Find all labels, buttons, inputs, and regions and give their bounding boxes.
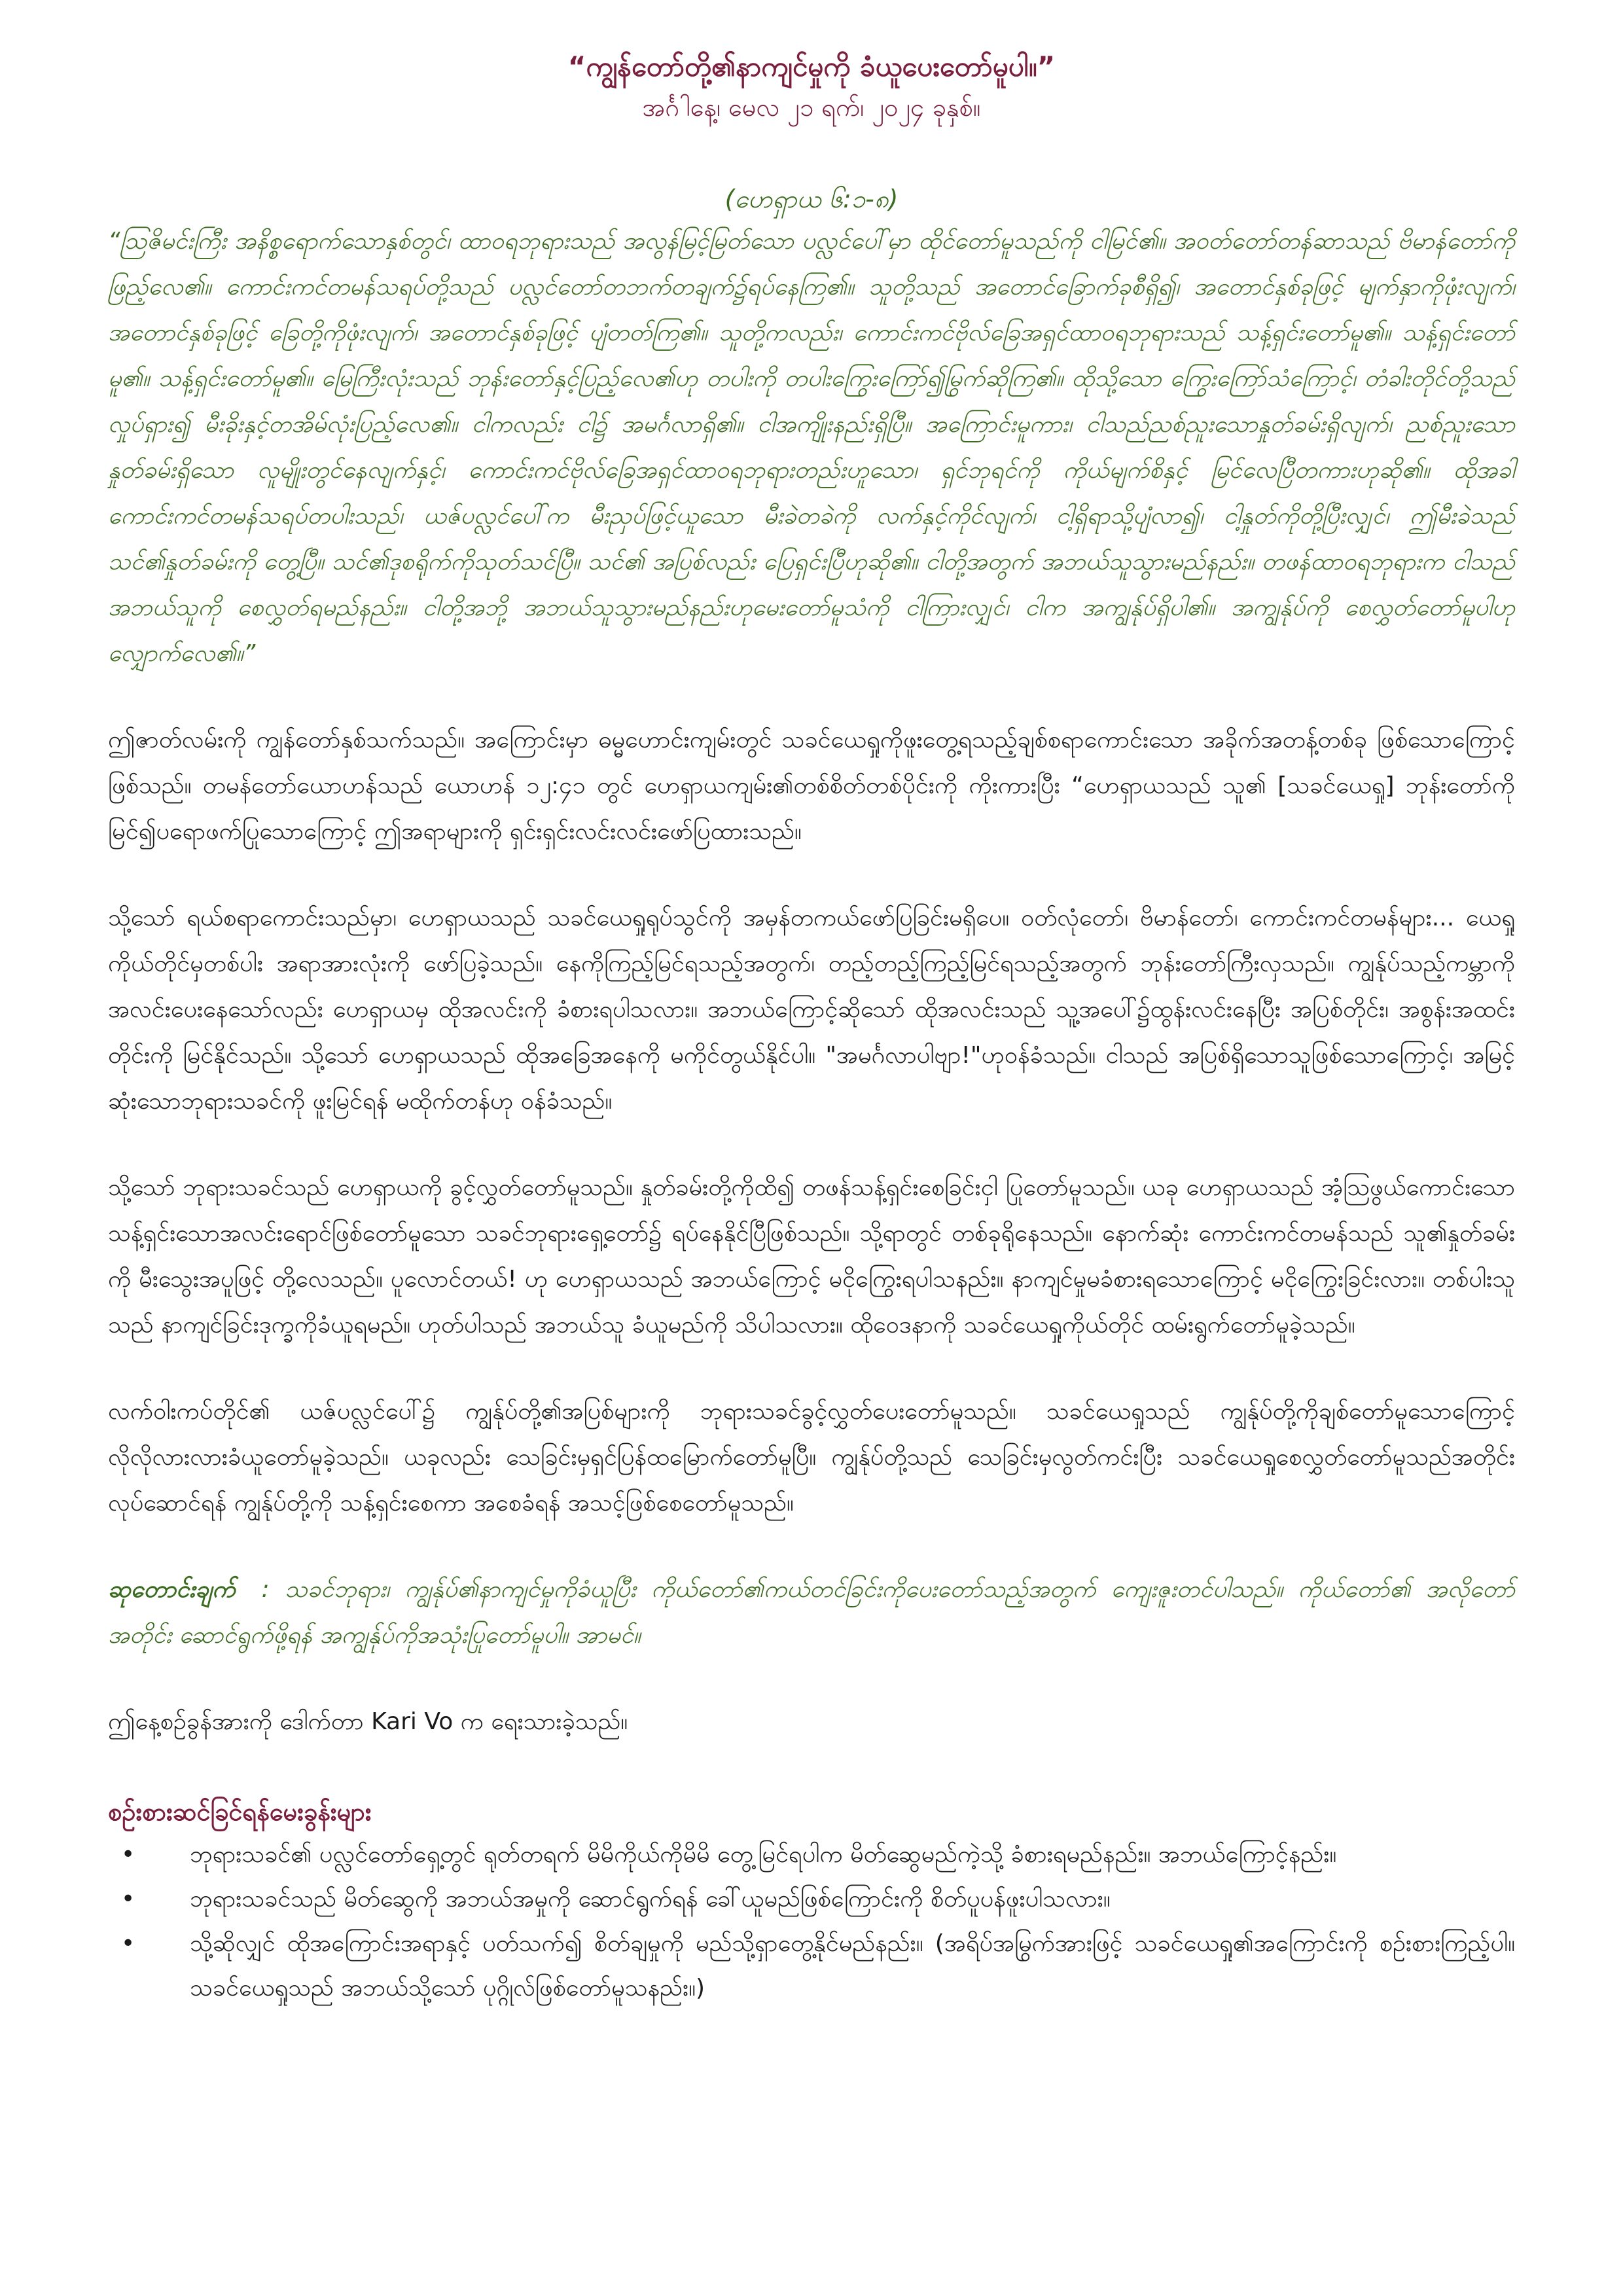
page-title: “ကျွန်တော်တို့၏နာကျင်မှုကို ခံယူပေးတော်မူပါ။” [567, 50, 1056, 82]
prayer-text: : သခင်ဘုရား၊ ကျွန်ုပ်၏နာကျင်မှုကိုခံယူပြီး ကိုယ်တော်၏ကယ်တင်ခြင်းကိုပေးတော်သည့်အတွက် ကျေးဇူးတင်ပါသည်။ ကိုယ်တော်၏ အလိုတော်အတိုင်း ဆောင်ရွက်ဖို့ရန် အကျွန်ုပ်ကိုအသုံးပြုတော်မူပါ။ အာမင်။ [108, 1576, 1515, 1649]
scripture-text: “ဩဇိမင်းကြီး အနိစ္စရောက်သောနှစ်တွင်၊ ထာဝရဘုရားသည် အလွန်မြင့်မြတ်သော ပလ္လင်ပေါ်မှာ ထိုင်တော်မူသည်ကို ငါမြင်၏။ အဝတ်တော်တန်ဆာသည် ဗိမာန်တော်ကိုဖြည့်လေ၏။ ကောင်းကင်တမန်သရပ်တို့သည် ပလ္လင်တော်တဘက်တချက်၌ရပ်နေကြ၏။ သူတို့သည် အတောင်ခြောက်ခုစီရှိ၍၊ အတောင်နှစ်ခုဖြင့် မျက်နှာကိုဖုံးလျက်၊ အတောင်နှစ်ခုဖြင့် ခြေတို့ကိုဖုံးလျက်၊ အတောင်နှစ်ခုဖြင့် ပျံတတ်ကြ၏။ သူတို့ကလည်း၊ ကောင်းကင်ဗိုလ်ခြေအရှင်ထာဝရဘုရားသည် သန့်ရှင်းတော်မူ၏။ သန့်ရှင်းတော်မူ၏။ သန့်ရှင်းတော်မူ၏။ မြေကြီးလုံးသည် ဘုန်းတော်နှင့်ပြည့်လေ၏ဟု တပါးကို တပါးကြွေးကြော်၍မြွက်ဆိုကြ၏။ ထိုသို့သော ကြွေးကြော်သံကြောင့်၊ တံခါးတိုင်တို့သည်လှုပ်ရှား၍ မီးခိုးနှင့်တအိမ်လုံးပြည့်လေ၏။ ငါကလည်း ငါ၌ အမင်္ဂလာရှိ၏။ ငါအကျိုးနည်းရှိပြီ။ အကြောင်းမူကား၊ ငါသည်ညစ်ညူးသောနှုတ်ခမ်းရှိလျက်၊ ညစ်ညူးသောနှုတ်ခမ်းရှိသော လူမျိုးတွင်နေလျက်နှင့်၊ ကောင်းကင်ဗိုလ်ခြေအရှင်ထာဝရဘုရားတည်းဟူသော၊ ရှင်ဘုရင်ကို ကိုယ်မျက်စိနှင့် မြင်လေပြီတကားဟုဆို၏။ ထိုအခါကောင်းကင်တမန်သရပ်တပါးသည်၊ ယဇ်ပလ္လင်ပေါ်က မီးညှပ်ဖြင့်ယူသော မီးခဲတခဲကို လက်နှင့်ကိုင်လျက်၊ ငါ့ရှိရာသို့ပျံလာ၍၊ ငါ့နှုတ်ကိုတို့ပြီးလျှင်၊ ဤမီးခဲသည် သင်၏နှုတ်ခမ်းကို တွေ့ပြီ။ သင်၏ဒုစရိုက်ကိုသုတ်သင်ပြီ။ သင်၏ အပြစ်လည်း ပြေရှင်းပြီဟုဆို၏။ ငါတို့အတွက် အဘယ်သူသွားမည်နည်း။ တဖန်ထာဝရဘုရားက ငါသည် အဘယ်သူကို စေလွှတ်ရမည်နည်း။ ငါတို့အဘို့ အဘယ်သူသွားမည်နည်းဟုမေးတော်မူသံကို ငါကြားလျှင်၊ ငါက အကျွန်ုပ်ရှိပါ၏။ အကျွန်ုပ်ကို စေလွှတ်တော်မူပါဟုလျှောက်လေ၏။” [108, 228, 1515, 667]
list-item [108, 1922, 1515, 2011]
question-text: ဘုရားသခင်၏ ပလ္လင်တော်ရှေ့တွင် ရုတ်တရက် မိမိကိုယ်ကိုမိမိ တွေ့မြင်ရပါက မိတ်ဆွေမည်ကဲ့သို့ ခံစားရမည်နည်း။ အဘယ်ကြောင့်နည်း။ [190, 1841, 1337, 1868]
bullet-icon: • [121, 1930, 135, 1957]
questions-list [108, 1833, 1515, 2011]
prayer-label: ဆုတောင်းချက် [108, 1576, 236, 1603]
body-paragraph-3: သို့သော် ဘုရားသခင်သည် ဟေရှာယကို ခွင့်လွှတ်တော်မူသည်။ နှုတ်ခမ်းတို့ကိုထိ၍ တဖန်သန့်ရှင်းစေခြင်းငှါ ပြုတော်မူသည်။ ယခု ဟေရှာယသည် အံ့ဩဖွယ်ကောင်းသော သန့်ရှင်းသောအလင်းရောင်ဖြစ်တော်မူသော သခင်ဘုရားရှေ့တော်၌ ရပ်နေနိုင်ပြီဖြစ်သည်။ သို့ရာတွင် တစ်ခုရိုနေသည်။ နောက်ဆုံး ကောင်းကင်တမန်သည် သူ၏နှုတ်ခမ်းကို မီးသွေးအပူဖြင့် တို့လေသည်။ ပူလောင်တယ်! ဟု ဟေရှာယသည် အဘယ်ကြောင့် မငိုကြွေးရပါသနည်း။ နာကျင်မှုမခံစားရသောကြောင့် မငိုကြွေးခြင်းလား။ တစ်ပါးသူသည် နာကျင်ခြင်းဒုက္ခကိုခံယူရမည်။ ဟုတ်ပါသည် အဘယ်သူ ခံယူမည်ကို သိပါသလား။ ထိုဝေဒနာကို သခင်ယေရှုကိုယ်တိုင် ထမ်းရွက်တော်မူခဲ့သည်။ [108, 1174, 1515, 1338]
list-item [108, 1877, 1515, 1922]
body-paragraph-4: လက်ဝါးကပ်တိုင်၏ ယဇ်ပလ္လင်ပေါ်၌ ကျွန်ုပ်တို့၏အပြစ်များကို ဘုရားသခင်ခွင့်လွှတ်ပေးတော်မူသည်။ သခင်ယေရှုသည် ကျွန်ုပ်တို့ကိုချစ်တော်မူသောကြောင့် လိုလိုလားလားခံယူတော်မူခဲ့သည်။ ယခုလည်း သေခြင်းမှရှင်ပြန်ထမြောက်တော်မူပြီ။ ကျွန်ုပ်တို့သည် သေခြင်းမှလွတ်ကင်းပြီး သခင်ယေရှုစေလွှတ်တော်မူသည်အတိုင်း လုပ်ဆောင်ရန် ကျွန်ုပ်တို့ကို သန့်ရှင်းစေကာ အစေခံရန် အသင့်ဖြစ်စေတော်မူသည်။ [108, 1398, 1515, 1516]
bullet-icon: • [121, 1841, 135, 1868]
author-credit: ဤနေ့စဉ်ခွန်အားကို ဒေါက်တာ Kari Vo က ရေးသားခဲ့သည်။ [108, 1708, 628, 1735]
body-paragraph-1: ဤဇာတ်လမ်းကို ကျွန်တော်နှစ်သက်သည်။ အကြောင်းမှာ ဓမ္မဟောင်းကျမ်းတွင် သခင်ယေရှုကိုဖူးတွေ့ရသည့်ချစ်စရာကောင်းသော အခိုက်အတန့်တစ်ခု ဖြစ်သောကြောင့်ဖြစ်သည်။ တမန်တော်ယောဟန်သည် ယောဟန် ၁၂:၄၁ တွင် ဟေရှာယကျမ်း၏တစ်စိတ်တစ်ပိုင်းကို ကိုးကားပြီး “ဟေရှာယသည် သူ၏ [သခင်ယေရှု] ဘုန်းတော်ကိုမြင်၍ပရောဖက်ပြုသောကြောင့် ဤအရာများကို ရှင်းရှင်းလင်းလင်းဖော်ပြထားသည်။ [108, 726, 1515, 845]
prayer [108, 1567, 1515, 1659]
body-paragraph-2: သို့သော် ရယ်စရာကောင်းသည်မှာ၊ ဟေရှာယသည် သခင်ယေရှုရုပ်သွင်ကို အမှန်တကယ်ဖော်ပြခြင်းမရှိပေ။ ဝတ်လုံတော်၊ ဗိမာန်တော်၊ ကောင်းကင်တမန်များ... ယေရှုကိုယ်တိုင်မှတစ်ပါး အရာအားလုံးကို ဖော်ပြခဲ့သည်။ နေကိုကြည့်မြင်ရသည့်အတွက်၊ တည့်တည့်ကြည့်မြင်ရသည့်အတွက် ဘုန်းတော်ကြီးလှသည်။ ကျွန်ုပ်သည့်ကမ္ဘာကို အလင်းပေးနေသော်လည်း ဟေရှာယမှ ထိုအလင်းကို ခံစားရပါသလား။ အဘယ်ကြောင့်ဆိုသော် ထိုအလင်းသည် သူ့အပေါ်၌ထွန်းလင်းနေပြီး အပြစ်တိုင်း၊ အစွန်းအထင်းတိုင်းကို မြင်နိုင်သည်။ သို့သော် ဟေရှာယသည် ထိုအခြေအနေကို မကိုင်တွယ်နိုင်ပါ။ "အမင်္ဂလာပါဗျာ!"ဟုဝန်ခံသည်။ ငါသည် အပြစ်ရှိသောသူဖြစ်သောကြောင့်၊ အမြင့်ဆုံးသောဘုရားသခင်ကို ဖူးမြင်ရန် မထိုက်တန်ဟု ဝန်ခံသည်။ [108, 905, 1516, 1115]
date-line: အင်္ဂါနေ့၊ မေလ ၂၁ ရက်၊ ၂၀၂၄ ခုနှစ်။ [642, 93, 981, 122]
bullet-icon: • [121, 1886, 135, 1912]
question-text: ဘုရားသခင်သည် မိတ်ဆွေကို အဘယ်အမှုကို ဆောင်ရွက်ရန် ခေါ်ယူမည်ဖြစ်ကြောင်းကို စိတ်ပူပန်ဖူးပါသလား။ [190, 1886, 1111, 1912]
devotional-page [108, 46, 1515, 2011]
questions-heading: စဉ်းစားဆင်ခြင်ရန်မေးခွန်းများ [108, 1797, 372, 1826]
question-text: သို့ဆိုလျှင် ထိုအကြောင်းအရာနှင့် ပတ်သက်၍ စိတ်ချမှုကို မည်သို့ရှာတွေ့နိုင်မည်နည်း။ (အရိပ်အမြွက်အားဖြင့် သခင်ယေရှု၏အကြောင်းကို စဉ်းစားကြည့်ပါ။ သခင်ယေရှုသည် အဘယ်သို့သော် ပုဂ္ဂိုလ်ဖြစ်တော်မူသနည်း။) [190, 1930, 1515, 2001]
list-item [108, 1833, 1515, 1877]
scripture-reference: (ဟေရှာယ ၆:၁-၈) [724, 185, 899, 213]
